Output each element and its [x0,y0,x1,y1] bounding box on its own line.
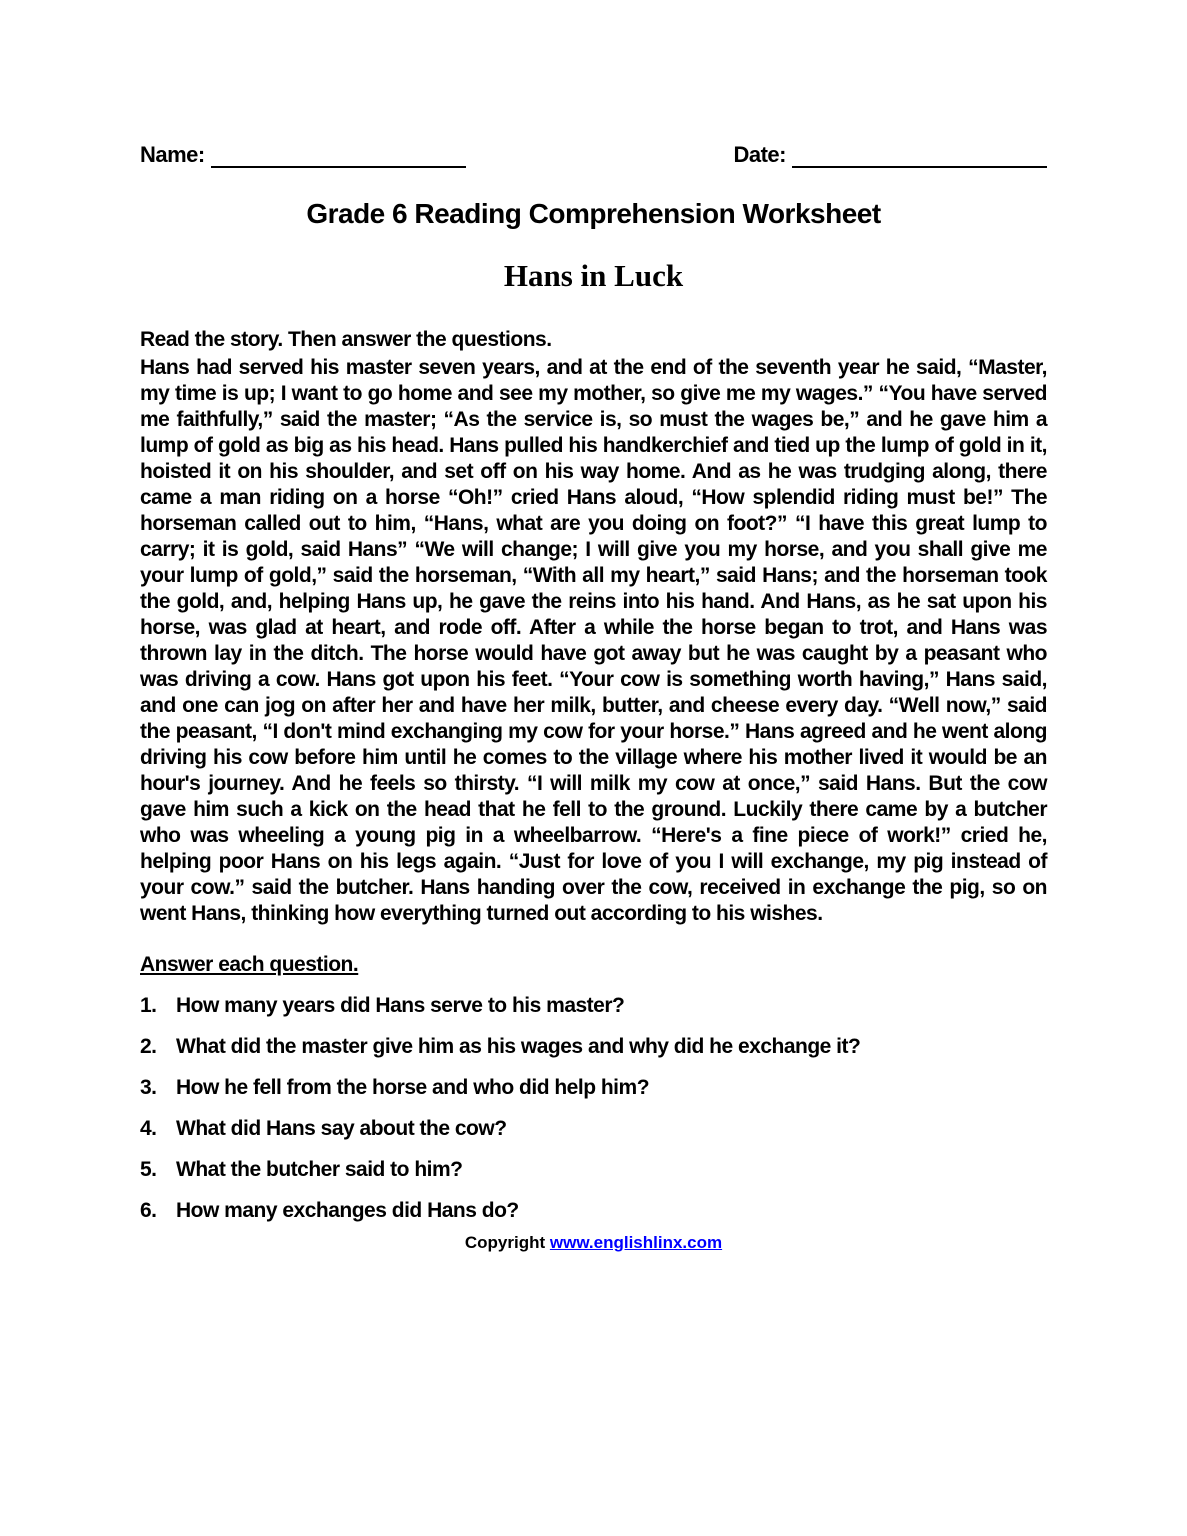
instructions-text: Read the story. Then answer the questions. [140,328,552,351]
question-item-5 [140,1158,1047,1182]
question-number: 5. [140,1158,157,1181]
footer [140,1233,1047,1253]
date-label: Date: [733,142,786,167]
question-number: 2. [140,1035,157,1058]
date-blank-line [792,144,1047,168]
englishlinx-link[interactable]: www.englishlinx.com [549,1233,723,1252]
question-item-4 [140,1117,1047,1141]
question-number: 1. [140,994,157,1017]
answer-heading: Answer each question. [140,953,359,976]
question-text: How he fell from the horse and who did help him? [176,1076,650,1099]
question-item-6 [140,1199,1047,1223]
worksheet-title: Grade 6 Reading Comprehension Worksheet [306,198,881,229]
name-label: Name: [140,142,205,167]
story-paragraph: Hans had served his master seven years, and at the end of the seventh year he said, “Master, my time is up; I want to go home and see my mother, so give me my wages.” “You have served me faithfully,” said the master; “As the service is, so must the wages be,” and he gave him a lump of gold as big as his head. Hans pulled his handkerchief and tied up the lump of gold in it, hoisted it on his shoulder, and set off on his way home. And as he was trudging along, there came a man riding on a horse “Oh!” cried Hans aloud, “How splendid riding must be!” The horseman called out to him, “Hans, what are you doing on foot?” “I have this great lump to carry; it is gold, said Hans” “We will change; I will give you my horse, and you shall give me your lump of gold,” said the horseman, “With all my heart,” said Hans; and the horseman took the gold, and, helping Hans up, he gave the reins into his hand. And Hans, as he sat upon his horse, was glad at heart, and rode off. After a while the horse began to trot, and Hans was thrown lay in the ditch. The horse would have got away but he was caught by a peasant who was driving a cow. Hans got upon his feet. “Your cow is something worth having,” Hans said, and one can jog on after her and have her milk, butter, and cheese every day. “Well now,” said the peasant, “I don't mind exchanging my cow for your horse.” Hans agreed and he went along driving his cow before him until he comes to the village where his mother lived it would be an hour's journey. And he feels so thirsty. “I will milk my cow at once,” said Hans. But the cow gave him such a kick on the head that he fell to the ground. Luckily there came by a butcher who was wheeling a young pig in a wheelbarrow. “Here's a fine piece of work!” cried he, helping poor Hans on his legs again. “Just for love of you I will exchange, my pig instead of your cow.” said the butcher. Hans handing over the cow, received in exchange the pig, so on went Hans, thinking how everything turned out according to his wishes. [140,356,1047,925]
date-field [733,142,1047,168]
name-field [140,142,466,168]
name-blank-line [211,144,466,168]
question-text: What did Hans say about the cow? [176,1117,507,1140]
question-text: What did the master give him as his wages and why did he exchange it? [176,1035,861,1058]
question-text: How many years did Hans serve to his master? [176,994,625,1017]
question-number: 4. [140,1117,157,1140]
question-text: What the butcher said to him? [176,1158,463,1181]
question-item-1 [140,994,1047,1018]
question-item-3 [140,1076,1047,1100]
header-row [140,142,1047,168]
question-item-2 [140,1035,1047,1059]
story-title: Hans in Luck [503,258,684,293]
question-number: 3. [140,1076,157,1099]
copyright-label: Copyright [464,1233,550,1252]
question-number: 6. [140,1199,157,1222]
questions-list [140,994,1047,1223]
question-text: How many exchanges did Hans do? [176,1199,519,1222]
